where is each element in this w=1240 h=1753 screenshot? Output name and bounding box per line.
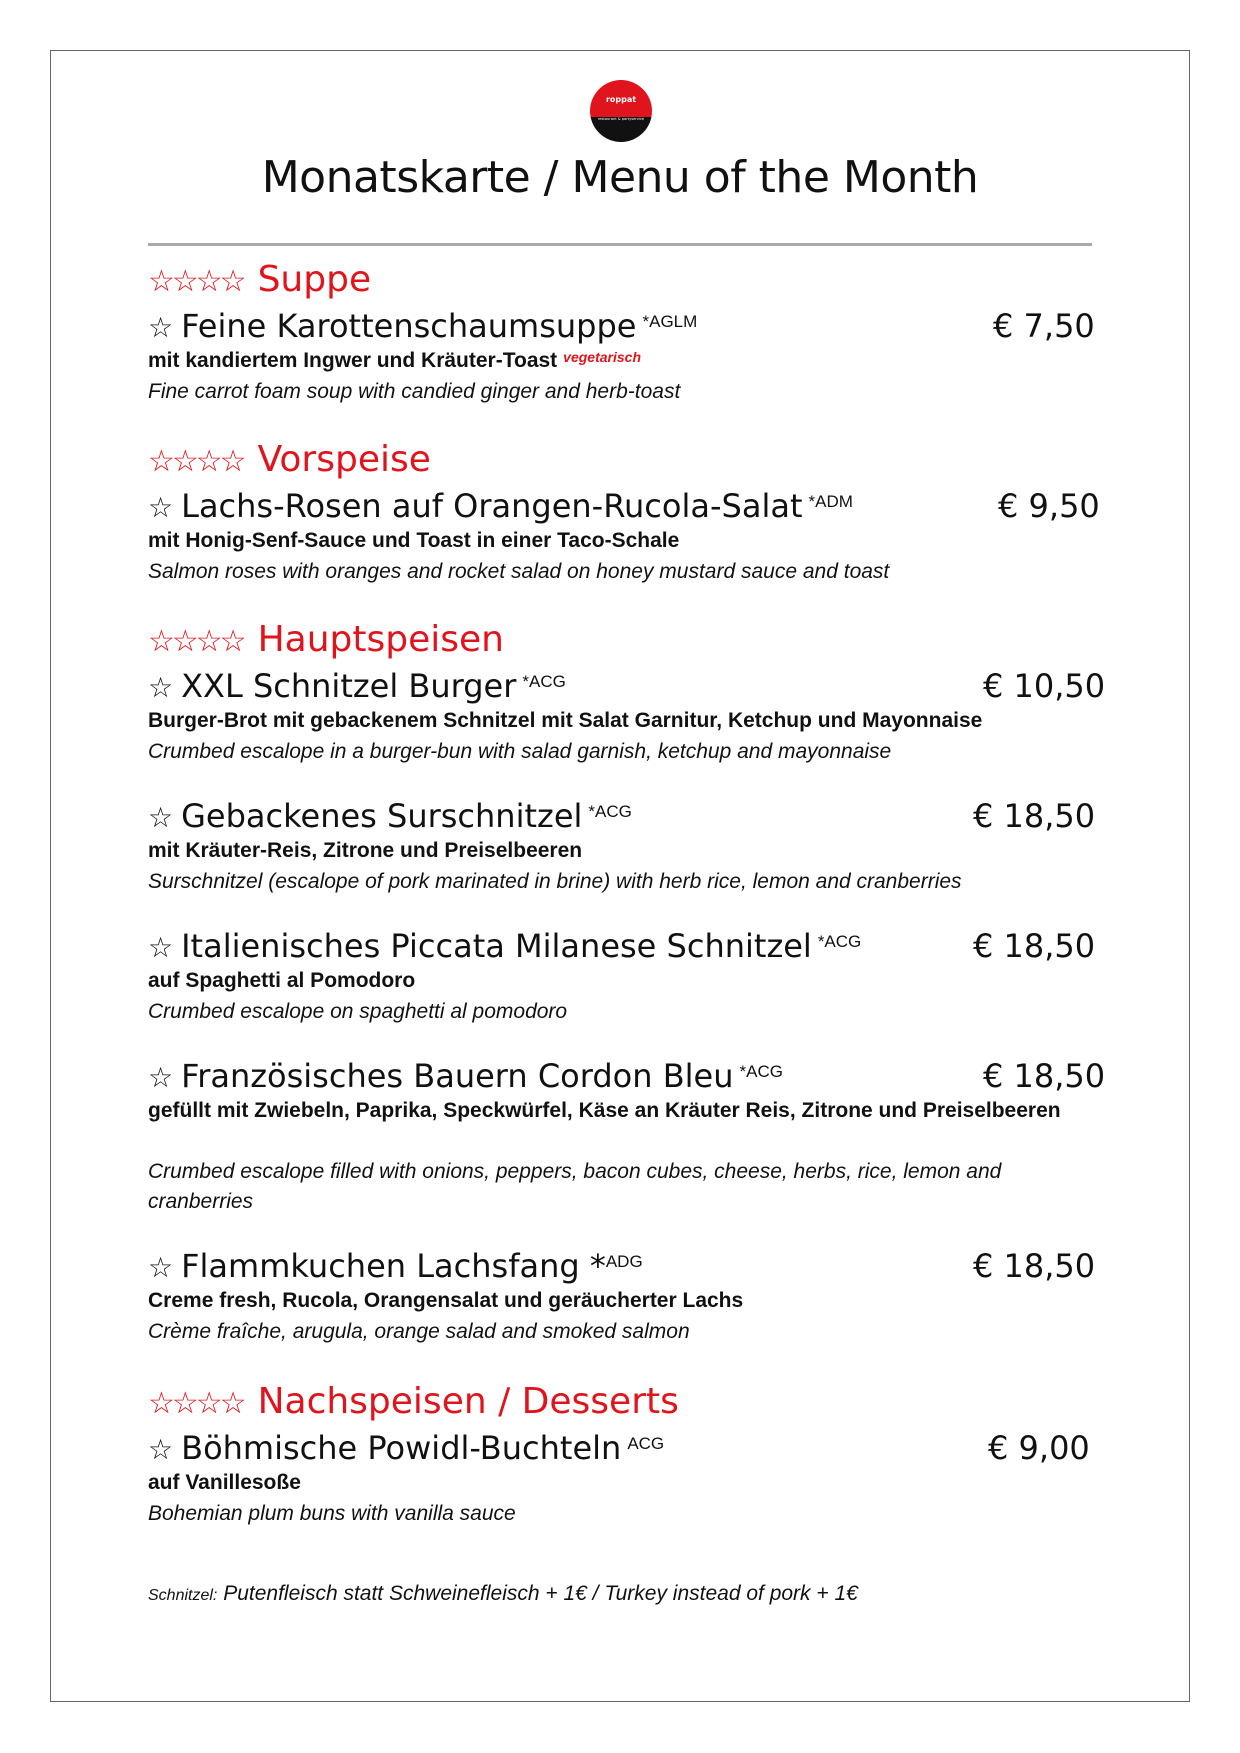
dish-description-de: Burger-Brot mit gebackenem Schnitzel mit Salat Garnitur, Ketchup und Mayonnaise bbox=[148, 709, 983, 732]
dish-price: € 10,50 bbox=[983, 667, 1106, 705]
dish-name: ☆ Feine Karottenschaumsuppe $^{*AGLM}$ bbox=[148, 307, 698, 345]
dish-price: € 18,50 bbox=[973, 1247, 1096, 1285]
dish-description-de: mit kandiertem Ingwer und Kräuter-Toast $^{vegetarisch}$ bbox=[148, 349, 641, 372]
allergen-codes: ADG bbox=[605, 1252, 643, 1271]
dish-price: € 9,00 bbox=[988, 1429, 1090, 1467]
allergen-codes: *AGLM bbox=[642, 312, 698, 331]
dish-price: € 18,50 bbox=[983, 1057, 1106, 1095]
star-icon: ☆ bbox=[148, 1061, 174, 1094]
section-suppe: ☆☆☆☆ Suppe bbox=[148, 259, 372, 300]
dish-description-en: Crumbed escalope filled with onions, peppers, bacon cubes, cheese, herbs, rice, lemon and cranberries bbox=[148, 1160, 1002, 1213]
title-divider bbox=[148, 243, 1092, 246]
dish-description-en: Surschnitzel (escalope of pork marinated in brine) with herb rice, lemon and cranberries bbox=[148, 870, 962, 893]
allergen-codes: ACG bbox=[627, 1434, 665, 1453]
section-stars-icon: ☆☆☆☆ bbox=[148, 444, 244, 479]
star-icon: ☆ bbox=[148, 931, 174, 964]
allergen-codes: *ADM bbox=[808, 492, 853, 511]
dish-description-en: Crème fraîche, arugula, orange salad and smoked salmon bbox=[148, 1320, 690, 1343]
star-icon: ☆ bbox=[148, 1251, 174, 1284]
section-nachspeisen: ☆☆☆☆ Nachspeisen / Desserts bbox=[148, 1381, 679, 1422]
footer-text: Putenfleisch statt Schweinefleisch + 1€ / Turkey instead of pork + 1€ bbox=[223, 1582, 858, 1605]
footer-label: Schnitzel: bbox=[148, 1587, 218, 1604]
dish-description-de: auf Vanillesoße bbox=[148, 1471, 301, 1494]
section-stars-icon: ☆☆☆☆ bbox=[148, 1386, 244, 1421]
logo-tagline: restaurant & partyservice bbox=[597, 117, 645, 121]
dish-name: ☆ Flammkuchen Lachsfang *$^{ADG}$ bbox=[148, 1247, 643, 1285]
star-icon: ☆ bbox=[148, 311, 174, 344]
dish-name: ☆ Französisches Bauern Cordon Bleu $^{*ACG}$ bbox=[148, 1057, 783, 1095]
section-stars-icon: ☆☆☆☆ bbox=[148, 624, 244, 659]
dish-name: ☆ Gebackenes Surschnitzel $^{*ACG}$ bbox=[148, 797, 632, 835]
logo-brand: roppat bbox=[605, 95, 637, 104]
star-icon: ☆ bbox=[148, 671, 174, 704]
dish-description-de: gefüllt mit Zwiebeln, Paprika, Speckwürfel, Käse an Kräuter Reis, Zitrone und Preiselbeeren bbox=[148, 1099, 1061, 1122]
dish-price: € 7,50 bbox=[993, 307, 1095, 345]
dish-description-de: mit Honig-Senf-Sauce und Toast in einer Taco-Schale bbox=[148, 529, 680, 552]
section-vorspeise: ☆☆☆☆ Vorspeise bbox=[148, 439, 431, 480]
dish-description-en: Bohemian plum buns with vanilla sauce bbox=[148, 1502, 516, 1525]
dish-description-de: auf Spaghetti al Pomodoro bbox=[148, 969, 416, 992]
dish-name: ☆ Lachs-Rosen auf Orangen-Rucola-Salat $^{*ADM}$ bbox=[148, 487, 853, 525]
page-title: Monatskarte / Menu of the Month bbox=[261, 152, 979, 203]
restaurant-logo bbox=[590, 80, 652, 142]
dish-description-en: Salmon roses with oranges and rocket salad on honey mustard sauce and toast bbox=[148, 560, 890, 583]
star-icon: ☆ bbox=[148, 1433, 174, 1466]
footer-note bbox=[148, 1582, 858, 1606]
vegetarian-tag: vegetarisch bbox=[563, 349, 641, 365]
dish-description-en: Crumbed escalope in a burger-bun with salad garnish, ketchup and mayonnaise bbox=[148, 740, 892, 763]
section-stars-icon: ☆☆☆☆ bbox=[148, 264, 244, 299]
allergen-codes: *ACG bbox=[817, 932, 862, 951]
dish-description-en: Crumbed escalope on spaghetti al pomodoro bbox=[148, 1000, 568, 1023]
allergen-codes: *ACG bbox=[588, 802, 632, 821]
dish-description-de: Creme fresh, Rucola, Orangensalat und geräucherter Lachs bbox=[148, 1289, 744, 1312]
dish-description-de: mit Kräuter-Reis, Zitrone und Preiselbeeren bbox=[148, 839, 583, 862]
dish-price: € 18,50 bbox=[973, 927, 1096, 965]
star-icon: ☆ bbox=[148, 491, 174, 524]
dish-name: ☆ XXL Schnitzel Burger $^{*ACG}$ bbox=[148, 667, 566, 705]
allergen-codes: *ACG bbox=[739, 1062, 783, 1081]
star-icon: ☆ bbox=[148, 801, 174, 834]
dish-price: € 18,50 bbox=[973, 797, 1096, 835]
dish-price: € 9,50 bbox=[998, 487, 1100, 525]
dish-description-en: Fine carrot foam soup with candied ginger and herb-toast bbox=[148, 380, 681, 403]
section-hauptspeisen: ☆☆☆☆ Hauptspeisen bbox=[148, 619, 504, 660]
dish-name: ☆ Italienisches Piccata Milanese Schnitzel $^{*ACG}$ bbox=[148, 927, 862, 965]
allergen-codes: *ACG bbox=[522, 672, 566, 691]
dish-name: ☆ Böhmische Powidl-Buchteln $^{ACG}$ bbox=[148, 1429, 665, 1467]
